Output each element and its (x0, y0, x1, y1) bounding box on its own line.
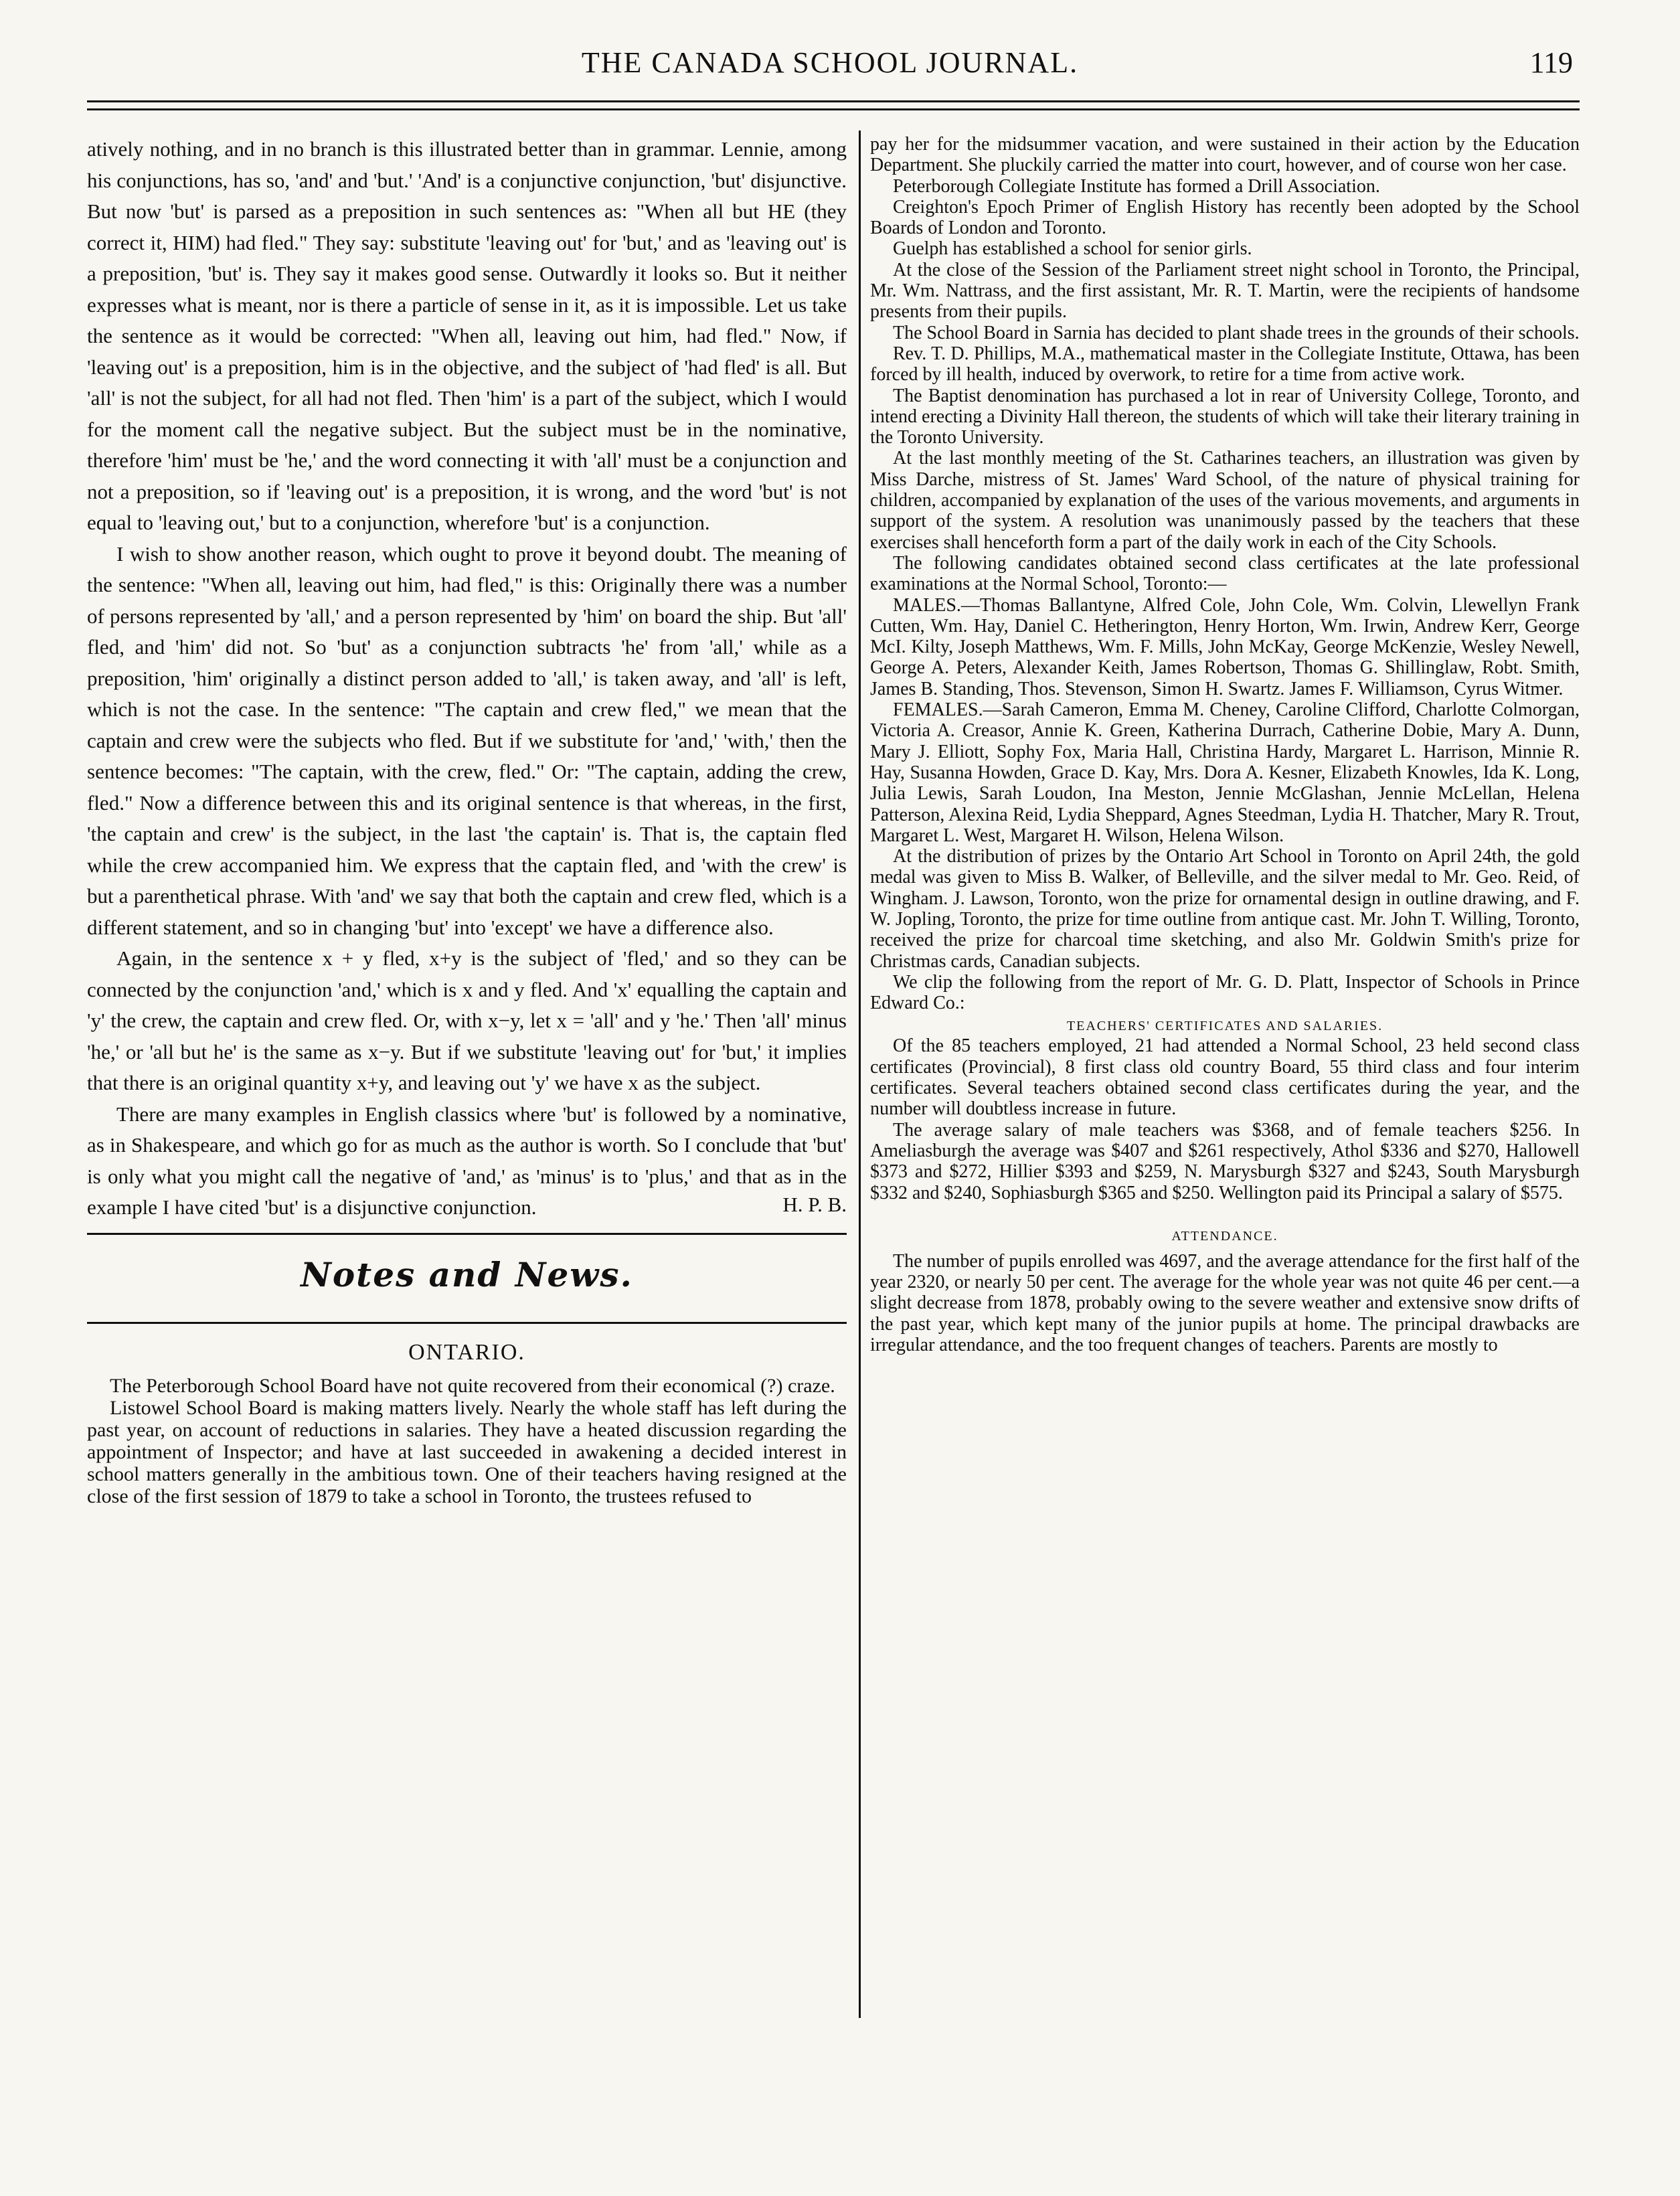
news-item: At the distribution of prizes by the Ontario Art School in Toronto on April 24th, the gold medal was given to Miss B. Walker, of Belleville, and the silver medal to Mr. Geo. Reid, of Wingham. J. Lawson, Toronto, won the prize for ornamental design in outline drawing, and F. W. Jopling, Toronto, the prize for time outline from antique cast. Mr. John T. Willing, Toronto, received the prize for charcoal time sketching, and also Mr. Goldwin Smith's prize for Christmas cards, Canadian subjects. (870, 846, 1580, 972)
essay-paragraph: Again, in the sentence x + y fled, x+y is the subject of 'fled,' and so they can be connected by the conjunction 'and,' which is x and y fled. And 'x' equalling the captain and 'y' the crew, the captain and crew fled. Or, with x−y, let x = 'all' and y 'he.' Then 'all' minus 'he,' or 'all but he' is the same as x−y. But if we substitute 'leaving out' for 'but,' it implies that there is an original quantity x+y, and leaving out 'y' we have x as the subject. (87, 946, 847, 1094)
header-rule-bottom (87, 108, 1580, 110)
news-item: The School Board in Sarnia has decided to plant shade trees in the grounds of their schools. (893, 322, 1580, 343)
author-signature: H. P. B. (782, 1192, 847, 1216)
page-number: 119 (1529, 46, 1573, 79)
journal-title: THE CANADA SCHOOL JOURNAL. (581, 46, 1079, 79)
news-item: We clip the following from the report of Mr. G. D. Platt, Inspector of Schools in Prince Edward Co.: (870, 971, 1580, 1014)
left-column (87, 134, 847, 1507)
news-item: The following candidates obtained second class certificates at the late professional examinations at the Normal School, Toronto:— (870, 552, 1580, 595)
column-divider (859, 131, 861, 2018)
news-item: Rev. T. D. Phillips, M.A., mathematical master in the Collegiate Institute, Ottawa, has been forced by ill health, induced by overwork, to retire for a time from active work. (870, 343, 1580, 386)
news-item: The Peterborough School Board have not quite recovered from their economical (?) craze. (110, 1374, 835, 1397)
region-heading: ONTARIO. (408, 1339, 525, 1365)
section-title: Notes and News. (301, 1254, 633, 1294)
header-rule-top (87, 100, 1580, 102)
report-paragraph: The average salary of male teachers was $368, and of female teachers $256. In Ameliasburgh the average was $407 and $261 respectively, Athol $336 and $270, Hallowell $373 and $272, Hillier $393 and $259, N. Marysburgh $327 and $243, South Marysburgh $332 and $240, Sophiasburgh $365 and $250. Wellington paid its Principal a salary of $575. (870, 1119, 1580, 1203)
news-item: At the close of the Session of the Parliament street night school in Toronto, the Principal, Mr. Wm. Nattrass, and the first assistant, Mr. R. T. Martin, were the recipients of handsome presents from their pupils. (870, 259, 1580, 323)
essay-paragraph: There are many examples in English classics where 'but' is followed by a nominative, as in Shakespeare, and which go for as much as the author is worth. So I conclude that 'but' is only what you might call the negative of 'and,' as 'minus' is to 'plus,' and that as in the example I have cited 'but' is a disjunctive conjunction. (87, 1102, 847, 1219)
subheading-certificates: TEACHERS' CERTIFICATES AND SALARIES. (1066, 1019, 1383, 1034)
news-item: pay her for the midsummer vacation, and were sustained in their action by the Education Department. She pluckily carried the matter into court, however, and of course won her case. (870, 134, 1580, 176)
candidate-list-females: FEMALES.—Sarah Cameron, Emma M. Cheney, Caroline Clifford, Charlotte Colmorgan, Victoria A. Creasor, Annie K. Green, Katherina Durrach, Catherine Dobie, Mary A. Dunn, Mary J. Elliott, Sophy Fox, Maria Hall, Christina Hardy, Margaret L. Harrison, Minnie R. Hay, Susanna Howden, Grace D. Kay, Mrs. Dora A. Kesner, Elizabeth Knowles, Ida K. Long, Julia Lewis, Sarah Loudon, Ina Meston, Jennie McGlashan, Jennie McLellan, Helena Patterson, Alexina Reid, Lydia Sheppard, Agnes Steedman, Lydia H. Thatcher, Mary R. Trout, Margaret L. West, Margaret H. Wilson, Helena Wilson. (870, 699, 1580, 846)
report-paragraph: The number of pupils enrolled was 4697, and the average attendance for the first half of the year 2320, or nearly 50 per cent. The average for the whole year was not quite 46 per cent.—a slight decrease from 1878, probably owing to the severe weather and extensive snow drifts of the past year, which kept many of the junior pupils at home. The principal drawbacks are irregular attendance, and the too frequent changes of teachers. Parents are mostly to (870, 1250, 1580, 1356)
section-banner (87, 1233, 847, 1324)
news-item: Peterborough Collegiate Institute has formed a Drill Association. (893, 175, 1380, 197)
right-column (870, 134, 1580, 1355)
news-item: At the last monthly meeting of the St. Catharines teachers, an illustration was given by Miss Darche, mistress of St. James' Ward School, of the nature of physical training for children, accompanied by explanation of the uses of the various movements, and arguments in support of the system. A resolution was unanimously passed by the teachers that these exercises shall henceforth form a part of the daily work in each of the City Schools. (870, 448, 1580, 553)
news-item: Creighton's Epoch Primer of English History has recently been adopted by the School Boards of London and Toronto. (870, 196, 1580, 239)
running-header (87, 39, 1573, 86)
essay-paragraph: atively nothing, and in no branch is this illustrated better than in grammar. Lennie, among his conjunctions, has so, 'and' and 'but.' 'And' is a conjunctive conjunction, 'but' disjunctive. But now 'but' is parsed as a preposition in such sentences as: "When all but HE (they correct it, HIM) had fled." They say: substitute 'leaving out' for 'but,' and as 'leaving out' is a preposition, 'but' is. They say it makes good sense. Outwardly it looks so. But it neither expresses what is meant, nor is there a particle of sense in it, as it is impossible. Let us take the sentence as it would be corrected: "When all, leaving out him, had fled." Now, if 'leaving out' is a preposition, him is in the objective, and the subject of 'had fled' is all. But 'all' is not the subject, for all had not fled. Then 'him' is a part of the subject, which I would for the moment call the negative subject. But the subject must be in the nominative, therefore 'him' must be 'he,' and the word connecting it with 'all' must be a conjunction and not a preposition, so if 'leaving out' is a preposition, it is wrong, and the word 'but' is not equal to 'leaving out,' but to a conjunction, wherefore 'but' is a conjunction. (87, 137, 847, 534)
news-item: The Baptist denomination has purchased a lot in rear of University College, Toronto, and intend erecting a Divinity Hall thereon, the students of which will take their literary training in the Toronto University. (870, 385, 1580, 448)
candidate-list-males: MALES.—Thomas Ballantyne, Alfred Cole, John Cole, Wm. Colvin, Llewellyn Frank Cutten, Wm. Hay, Daniel C. Hetherington, Henry Horton, Wm. Irwin, Andrew Kerr, George McI. Kilty, Joseph Matthews, Wm. F. Mills, John McKay, George McKenzie, Wesley Newell, George A. Peters, Alexander Keith, James Robertson, Thomas G. Shillinglaw, Robt. Smith, James B. Standing, Thos. Stevenson, Simon H. Swartz. James F. Williamson, Cyrus Witmer. (870, 594, 1580, 699)
news-item: Guelph has established a school for senior girls. (893, 238, 1252, 260)
subheading-attendance: ATTENDANCE. (1171, 1228, 1278, 1244)
essay-paragraph: I wish to show another reason, which ought to prove it beyond doubt. The meaning of the sentence: "When all, leaving out him, had fled," is this: Originally there was a number of persons represented by 'all,' and a person represented by 'him' on board the ship. But 'all' fled, and 'him' did not. So 'but' as a conjunction subtracts 'he' from 'all,' while as a preposition, 'him' originally a distinct person added to 'all,' is taken away, and 'all' is left, which is not the case. In the sentence: "The captain and crew fled," we mean that the captain and crew were the subjects who fled. But if we substitute for 'and,' 'with,' then the sentence becomes: "The captain, with the crew, fled." Or: "The captain, adding the crew, fled." Now a difference between this and its original sentence is that whereas, in the first, 'the captain and crew' is the subject, in the last 'the captain' is. That is, the captain fled while the crew accompanied him. We express that the captain fled, and 'with the crew' is but a parenthetical phrase. With 'and' we say that both the captain and crew fled, which is a different statement, and so in changing 'but' into 'except' we have a difference also. (87, 541, 847, 939)
news-item: Listowel School Board is making matters lively. Nearly the whole staff has left during the past year, on account of reductions in salaries. They have a heated discussion regarding the appointment of Inspector; and have at last succeeded in awakening a decided interest in school matters generally in the ambitious town. One of their teachers having resigned at the close of the first session of 1879 to take a school in Toronto, the trustees refused to (87, 1396, 847, 1507)
report-paragraph: Of the 85 teachers employed, 21 had attended a Normal School, 23 held second class certificates (Provincial), 8 first class old country Board, 55 third class and four interim certificates. Several teachers obtained second class certificates during the year, and the number will doubtless increase in future. (870, 1035, 1580, 1120)
